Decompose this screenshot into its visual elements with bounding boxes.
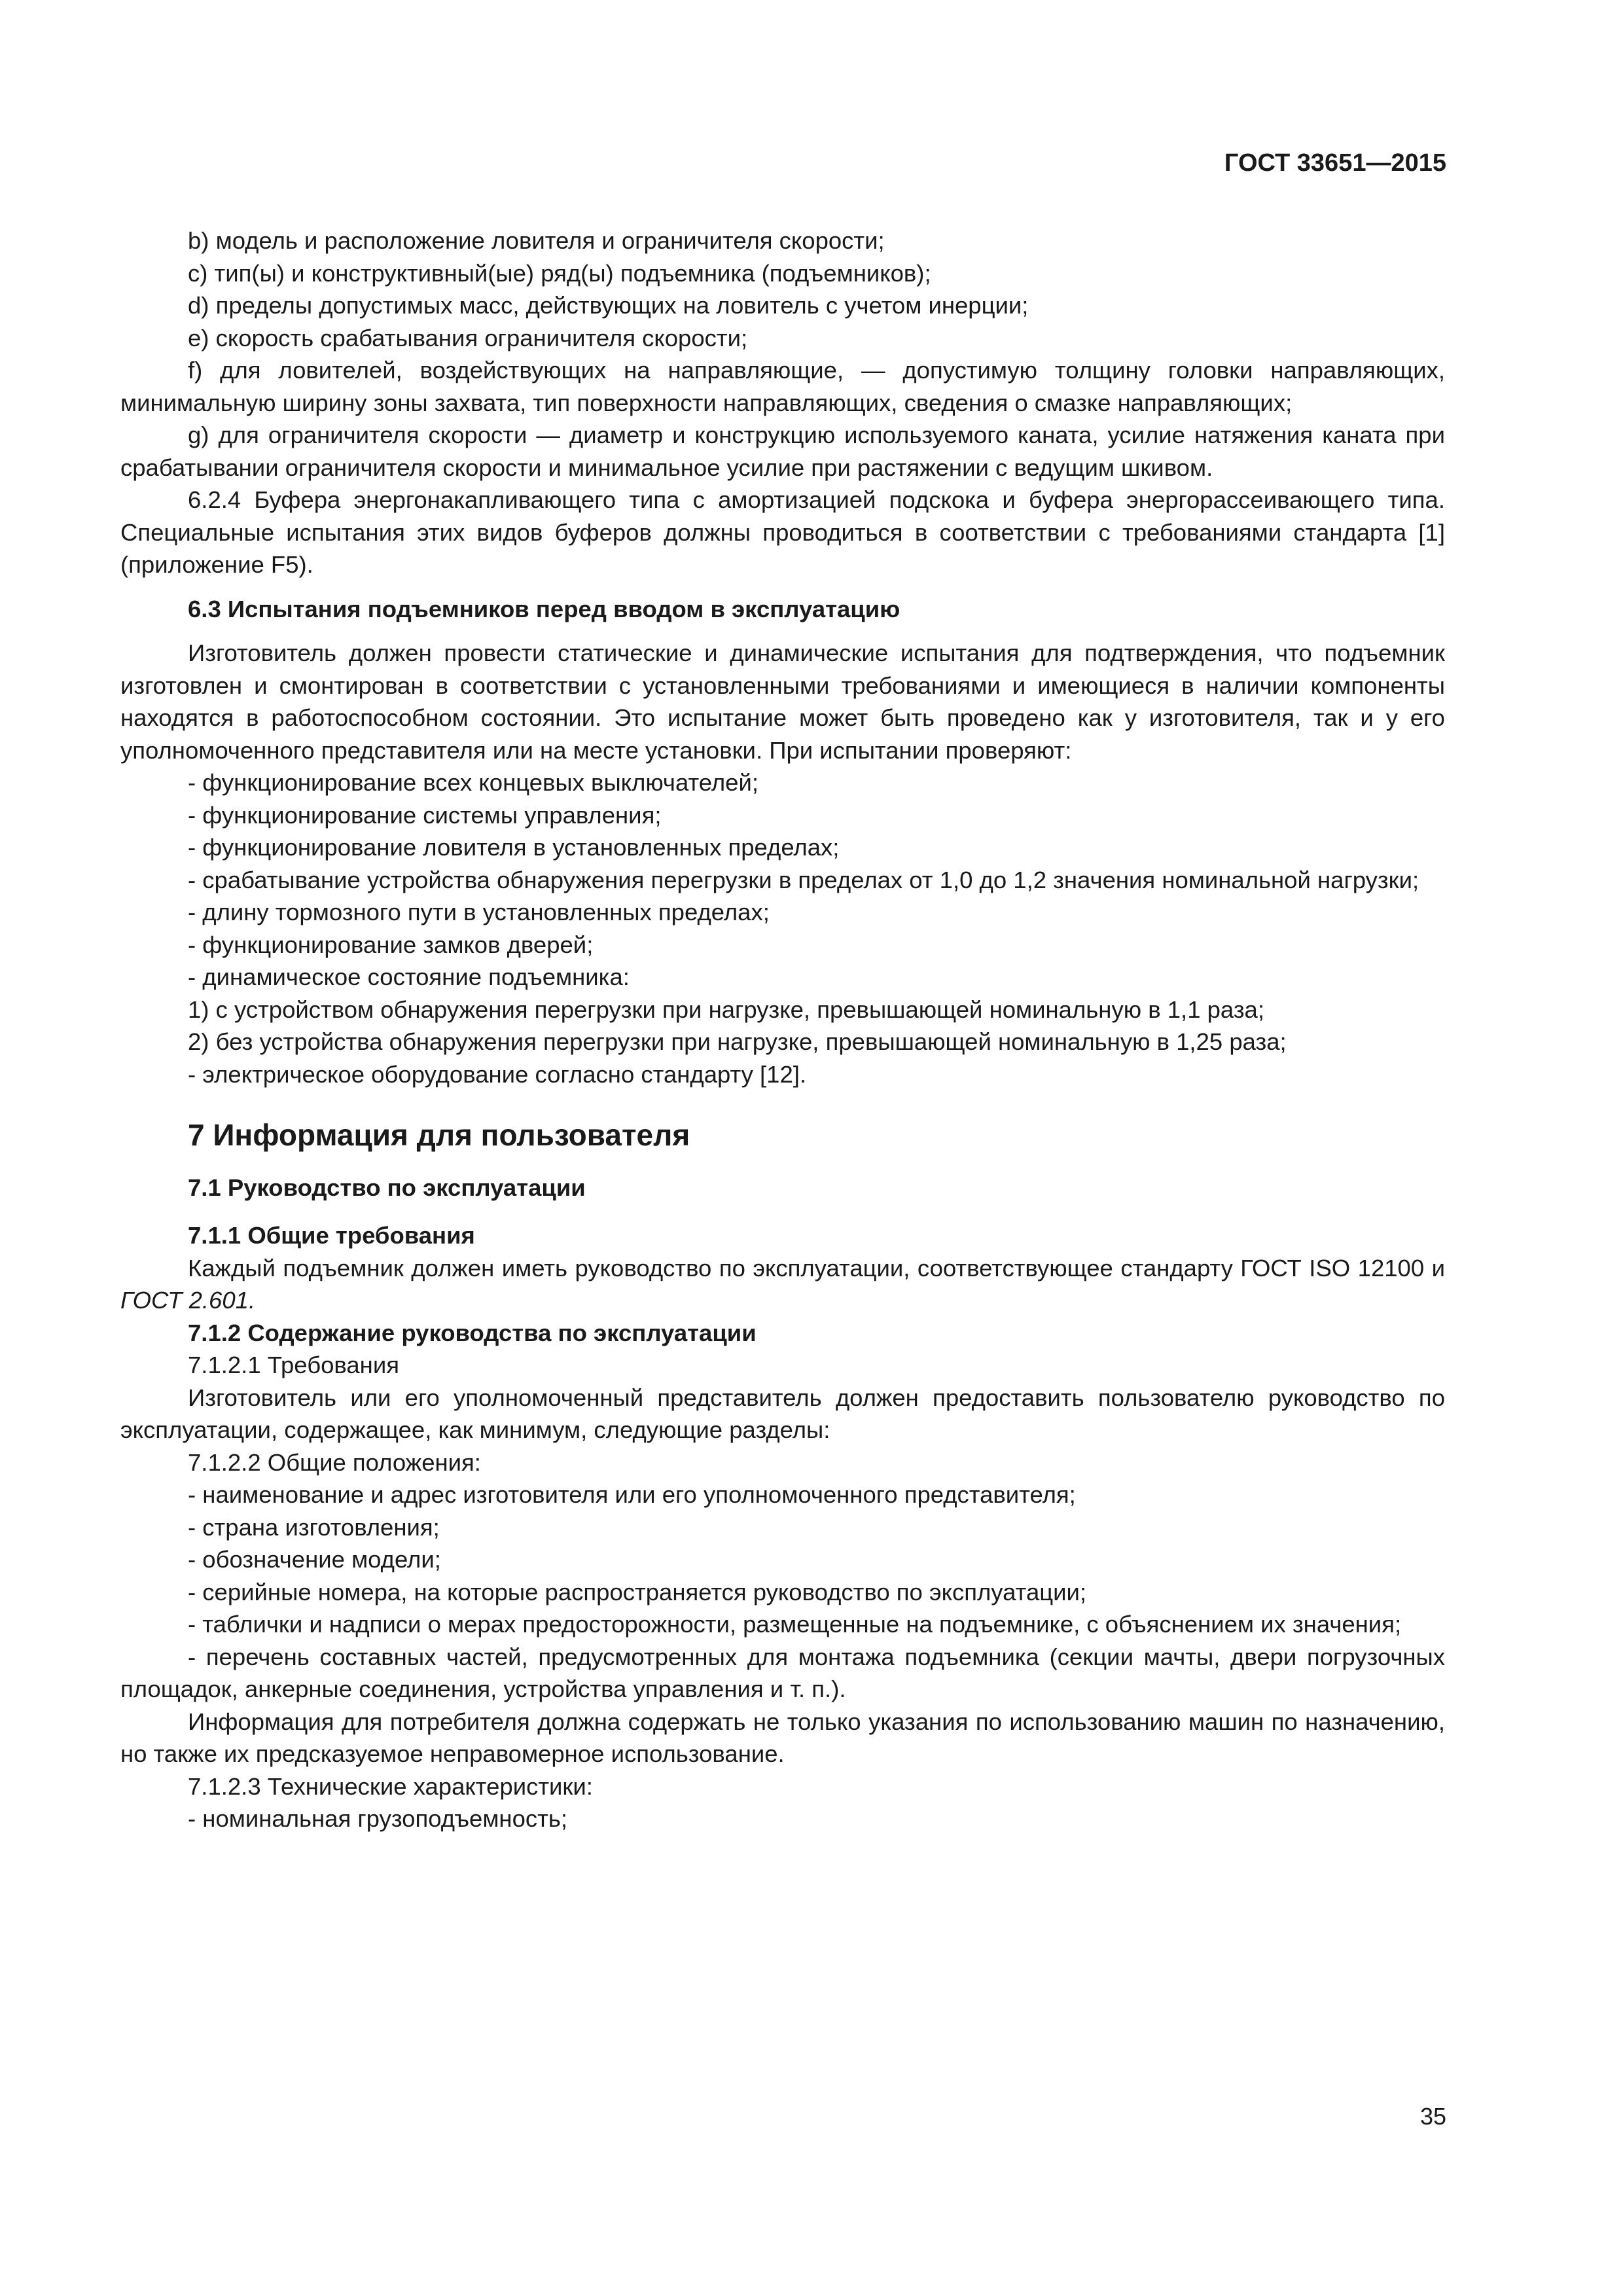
- list-item: - функционирование замков дверей;: [188, 931, 594, 958]
- list-item: b) модель и расположение ловителя и ограничителя скорости;: [188, 227, 885, 254]
- list-item: e) скорость срабатывания ограничителя скорости;: [188, 324, 748, 351]
- list-item: 2) без устройства обнаружения перегрузки при нагрузке, превышающей номинальную в 1,25 раза;: [188, 1028, 1287, 1055]
- section-heading-7: 7 Информация для пользователя: [188, 1118, 690, 1152]
- page-number: 35: [1419, 2103, 1446, 2130]
- paragraph-information: Информация для потребителя должна содержать не только указания по использованию машин по назначению, но также их предсказуемое неправомерное использование.: [120, 1708, 1445, 1767]
- list-item: - таблички и надписи о мерах предосторожности, размещенные на подъемнике, с объяснением их значения;: [188, 1611, 1402, 1638]
- list-item: - срабатывание устройства обнаружения перегрузки в пределах от 1,0 до 1,2 значения номинальной нагрузки;: [188, 866, 1419, 893]
- paragraph-6-2-4: 6.2.4 Буфера энергонакапливающего типа с амортизацией подскока и буфера энергорассеивающего типа. Специальные испытания этих видов буферов должны проводиться в соответствии с требованиями стандарта [1] (приложение F5).: [120, 486, 1445, 578]
- list-item: f) для ловителей, воздействующих на направляющие, — допустимую толщину головки направляющих, минимальную ширину зоны захвата, тип поверхности направляющих, сведения о смазке направляющих;: [120, 357, 1445, 416]
- list-item: - электрическое оборудование согласно стандарту [12].: [188, 1060, 807, 1088]
- paragraph-7-1-1: [120, 1252, 1445, 1317]
- list-item: g) для ограничителя скорости — диаметр и конструкцию используемого каната, усилие натяжения каната при срабатывании ограничителя скорости и минимальное усилие при растяжении с ведущим шкивом.: [120, 422, 1445, 481]
- list-item: - страна изготовления;: [188, 1513, 440, 1541]
- list-item: - серийные номера, на которые распространяется руководство по эксплуатации;: [188, 1578, 1087, 1605]
- document-designation: ГОСТ 33651—2015: [1224, 149, 1446, 177]
- list-item: - обозначение модели;: [188, 1546, 441, 1573]
- list-item: - наименование и адрес изготовителя или его уполномоченного представителя;: [188, 1481, 1076, 1508]
- page-body: [120, 224, 1445, 1835]
- paragraph-text: Каждый подъемник должен иметь руководство по эксплуатации, соответствующее стандарту ГОСТ ISO 12100 и: [188, 1254, 1445, 1282]
- list-item: - длину тормозного пути в установленных пределах;: [188, 899, 770, 925]
- list-item: 1) с устройством обнаружения перегрузки при нагрузке, превышающей номинальную в 1,1 раза;: [188, 996, 1264, 1023]
- section-heading-6-3: 6.3 Испытания подъемников перед вводом в эксплуатацию: [188, 595, 901, 622]
- list-item: - номинальная грузоподъемность;: [188, 1805, 567, 1832]
- list-item: - динамическое состояние подъемника:: [188, 963, 630, 990]
- list-item: d) пределы допустимых масс, действующих на ловитель с учетом инерции;: [188, 292, 1029, 319]
- paragraph-6-3: Изготовитель должен провести статические и динамические испытания для подтверждения, что подъемник изготовлен и смонтирован в соответствии с установленными требованиями и имеющиеся в наличии компоненты находятся в работоспособном состоянии. Это испытание может быть проведено как у изготовителя, так и у его уполномоченного представителя или на месте установки. При испытании проверяют:: [120, 639, 1445, 764]
- section-heading-7-1-2: 7.1.2 Содержание руководства по эксплуатации: [188, 1319, 757, 1346]
- list-item: - функционирование ловителя в установленных пределах;: [188, 834, 840, 861]
- clause-7-1-2-3: 7.1.2.3 Технические характеристики:: [188, 1772, 593, 1800]
- section-heading-7-1: 7.1 Руководство по эксплуатации: [188, 1174, 586, 1201]
- list-item: - перечень составных частей, предусмотренных для монтажа подъемника (секции мачты, двери погрузочных площадок, анкерные соединения, устройства управления и т. п.).: [120, 1643, 1445, 1702]
- clause-7-1-2-2: 7.1.2.2 Общие положения:: [188, 1448, 481, 1476]
- standard-reference: ГОСТ 2.601.: [120, 1287, 256, 1314]
- clause-7-1-2-1: 7.1.2.1 Требования: [188, 1352, 399, 1378]
- list-item: - функционирование системы управления;: [188, 801, 662, 829]
- list-item: - функционирование всех концевых выключателей;: [188, 769, 758, 796]
- paragraph-7-1-2-1: Изготовитель или его уполномоченный представитель должен предоставить пользователю руководство по эксплуатации, содержащее, как минимум, следующие разделы:: [120, 1384, 1445, 1443]
- section-heading-7-1-1: 7.1.1 Общие требования: [188, 1222, 475, 1249]
- list-item: c) тип(ы) и конструктивный(ые) ряд(ы) подъемника (подъемников);: [188, 259, 931, 287]
